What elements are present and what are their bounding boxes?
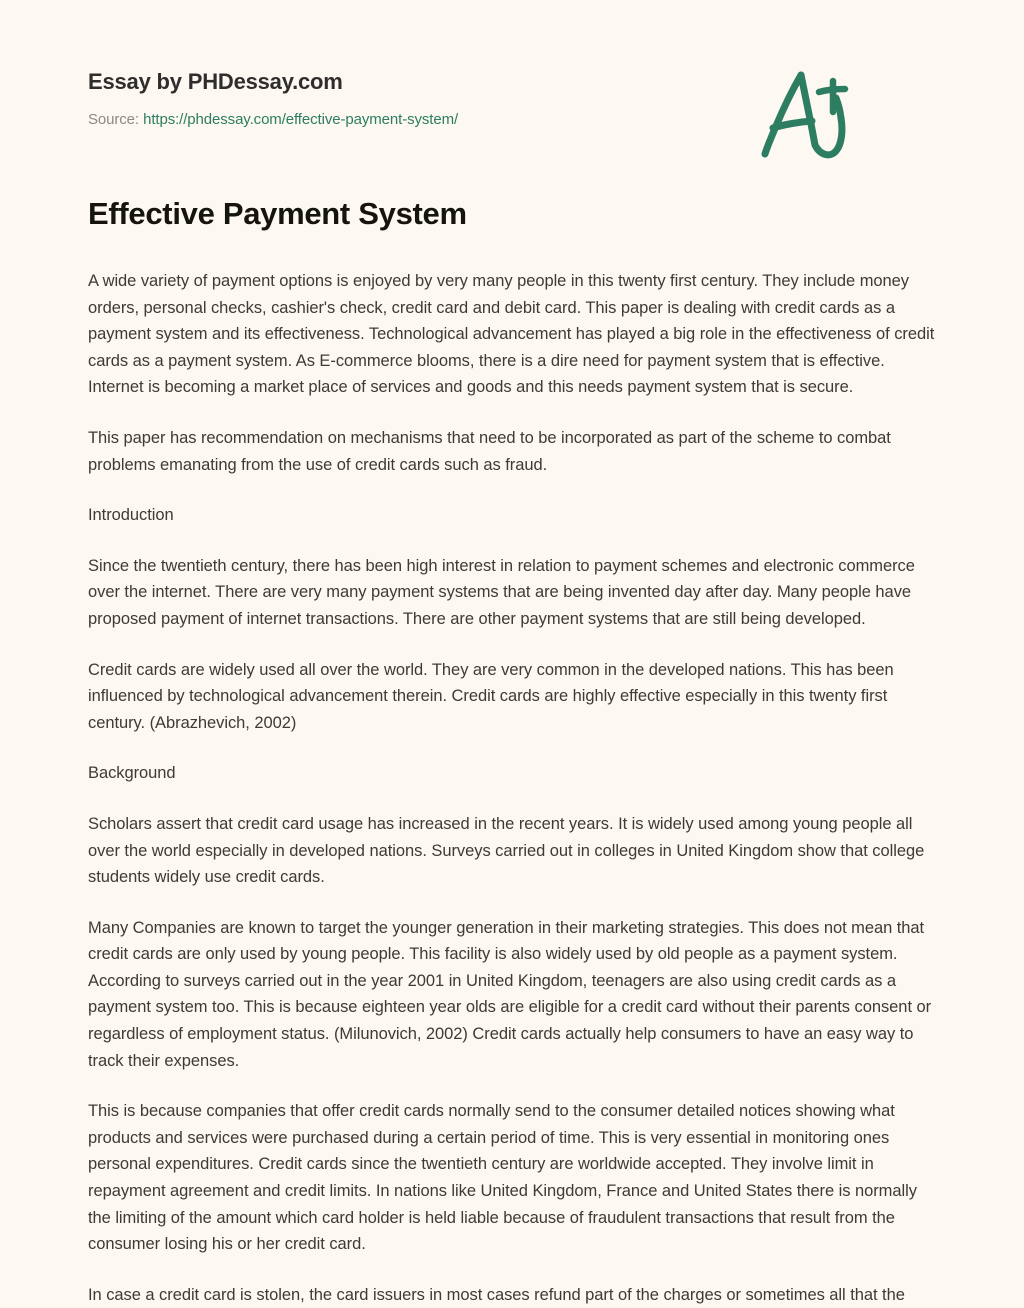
section-heading: Introduction bbox=[88, 506, 174, 525]
body-paragraph: Scholars assert that credit card usage has increased in the recent years. It is widely used among young people all over the world especially in developed nations. Surveys carried out in colleges in United Kingdom show that college students widely use credit cards. bbox=[88, 814, 925, 887]
body-paragraph: Since the twentieth century, there has been high interest in relation to payment schemes and electronic commerce over the internet. There are very many payment systems that are being invented day after day. Many people have proposed payment of internet transactions. There are other payment systems that are still being developed. bbox=[88, 556, 915, 628]
a-plus-logo-icon bbox=[740, 52, 860, 172]
article-body bbox=[88, 234, 936, 1308]
body-paragraph: This paper has recommendation on mechanisms that need to be incorporated as part of the scheme to combat problems emanating from the use of credit cards such as fraud. bbox=[88, 428, 891, 474]
body-paragraph: This is because companies that offer credit cards normally send to the consumer detailed notices showing what products and services were purchased during a certain period of time. This is very essential in monitoring ones personal expenditures. Credit cards since the twentieth century are worldwide accepted. They involve limit in repayment agreement and credit limits. In nations like United Kingdom, France and United States there is normally the limiting of the amount which card holder is held liable because of fraudulent transactions that result from the consumer losing his or her credit card. bbox=[88, 1102, 917, 1254]
page-title: Effective Payment System bbox=[88, 196, 467, 231]
body-paragraph: In case a credit card is stolen, the card issuers in most cases refund part of the charges or sometimes all that the bbox=[88, 1285, 905, 1304]
section-heading: Background bbox=[88, 764, 176, 783]
source-url-link[interactable]: https://phdessay.com/effective-payment-system/ bbox=[143, 111, 459, 128]
body-paragraph: Many Companies are known to target the younger generation in their marketing strategies. This does not mean that credit cards are only used by young people. This facility is also widely used by old people as a payment system. According to surveys carried out in the year 2001 in United Kingdom, teenagers are also using credit cards as a payment system too. This is because eighteen year olds are eligible for a credit card without their parents consent or regardless of employment status. (Milunovich, 2002) Credit cards actually help consumers to have an easy way to track their expenses. bbox=[88, 918, 932, 1070]
page-masthead bbox=[88, 0, 936, 128]
source-label: Source: bbox=[88, 111, 139, 128]
brand-title: Essay by PHDessay.com bbox=[88, 69, 343, 94]
body-paragraph: A wide variety of payment options is enjoyed by very many people in this twenty first century. They include money orders, personal checks, cashier's check, credit card and debit card. This paper is dealing with credit cards as a payment system and its effectiveness. Technological advancement has played a big role in the effectiveness of credit cards as a payment system. As E-commerce blooms, there is a dire need for payment system that is effective. Internet is becoming a market place of services and goods and this needs payment system that is secure. bbox=[88, 272, 935, 397]
body-paragraph: Credit cards are widely used all over the world. They are very common in the developed nations. This has been influenced by technological advancement therein. Credit cards are highly effective especially in this twenty first century. (Abrazhevich, 2002) bbox=[88, 660, 894, 732]
